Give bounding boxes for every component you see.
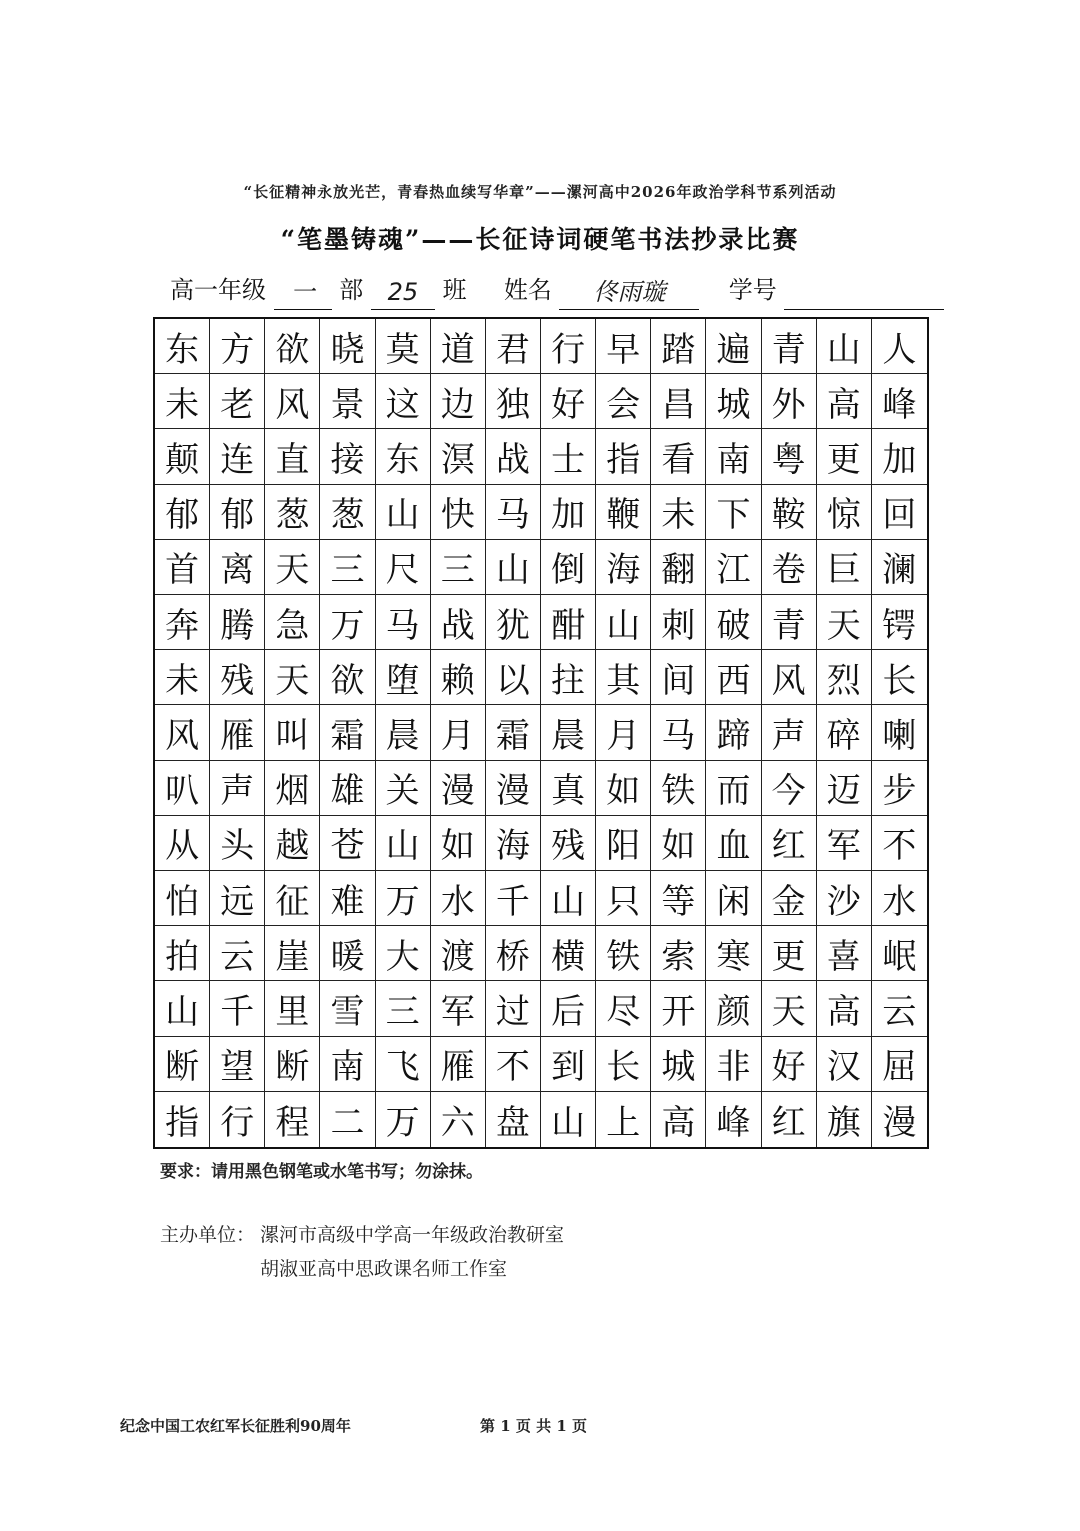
grid-cell: 破 [706, 595, 761, 650]
grid-cell: 漫 [431, 761, 486, 816]
grid-cell: 不 [486, 1037, 541, 1092]
grid-cell: 尺 [376, 540, 431, 595]
grid-cell: 晨 [541, 705, 596, 760]
class-label: 班 [442, 276, 467, 304]
grid-cell: 盘 [486, 1092, 541, 1147]
grid-cell: 远 [210, 871, 265, 926]
grid-cell: 只 [596, 871, 651, 926]
grid-cell: 指 [596, 429, 651, 484]
grid-cell: 郁 [210, 485, 265, 540]
grid-cell: 欲 [265, 319, 320, 374]
grid-cell: 直 [265, 429, 320, 484]
grid-cell: 越 [265, 816, 320, 871]
grid-cell: 漫 [486, 761, 541, 816]
grid-cell: 三 [320, 540, 375, 595]
grid-cell: 断 [265, 1037, 320, 1092]
grid-cell: 景 [320, 374, 375, 429]
grid-cell: 溟 [431, 429, 486, 484]
grid-cell: 峰 [706, 1092, 761, 1147]
grid-cell: 海 [486, 816, 541, 871]
grid-cell: 叭 [155, 761, 210, 816]
grid-cell: 高 [651, 1092, 706, 1147]
grid-cell: 海 [596, 540, 651, 595]
grid-cell: 霜 [486, 705, 541, 760]
grid-cell: 以 [486, 650, 541, 705]
grid-cell: 金 [762, 871, 817, 926]
grid-cell: 不 [872, 816, 927, 871]
grid-cell: 腾 [210, 595, 265, 650]
grid-cell: 卷 [762, 540, 817, 595]
grid-cell: 蹄 [706, 705, 761, 760]
grid-cell: 峰 [872, 374, 927, 429]
grid-cell: 今 [762, 761, 817, 816]
grid-cell: 高 [817, 374, 872, 429]
grid-cell: 万 [320, 595, 375, 650]
grid-cell: 城 [651, 1037, 706, 1092]
grid-cell: 晓 [320, 319, 375, 374]
grade-label: 高一年级 [170, 276, 266, 304]
grid-cell: 刺 [651, 595, 706, 650]
grid-cell: 好 [541, 374, 596, 429]
grid-cell: 南 [320, 1037, 375, 1092]
grid-cell: 真 [541, 761, 596, 816]
grid-cell: 闲 [706, 871, 761, 926]
grid-cell: 昌 [651, 374, 706, 429]
grid-cell: 怕 [155, 871, 210, 926]
grid-cell: 长 [872, 650, 927, 705]
grid-cell: 颠 [155, 429, 210, 484]
grid-cell: 尽 [596, 981, 651, 1036]
student-id-field[interactable] [784, 275, 944, 310]
grid-cell: 从 [155, 816, 210, 871]
grid-cell: 云 [872, 981, 927, 1036]
grid-cell: 索 [651, 926, 706, 981]
grid-cell: 非 [706, 1037, 761, 1092]
grid-cell: 铁 [651, 761, 706, 816]
grid-cell: 关 [376, 761, 431, 816]
student-info-line [170, 270, 910, 310]
grid-cell: 马 [486, 485, 541, 540]
grid-cell: 飞 [376, 1037, 431, 1092]
grid-cell: 雪 [320, 981, 375, 1036]
grid-cell: 马 [651, 705, 706, 760]
grid-cell: 喜 [817, 926, 872, 981]
division-field[interactable]: 一 [274, 275, 332, 310]
grid-cell: 独 [486, 374, 541, 429]
grid-cell: 晨 [376, 705, 431, 760]
grid-cell: 霜 [320, 705, 375, 760]
grid-cell: 天 [265, 650, 320, 705]
grid-cell: 君 [486, 319, 541, 374]
footer-page-number: 第 1 页 共 1 页 [480, 1417, 587, 1435]
grid-cell: 山 [817, 319, 872, 374]
grid-cell: 东 [155, 319, 210, 374]
grid-cell: 赖 [431, 650, 486, 705]
organizer-label: 主办单位： [160, 1224, 256, 1246]
grid-cell: 大 [376, 926, 431, 981]
grid-cell: 寒 [706, 926, 761, 981]
grid-cell: 崖 [265, 926, 320, 981]
grid-cell: 山 [155, 981, 210, 1036]
grid-cell: 到 [541, 1037, 596, 1092]
grid-cell: 欲 [320, 650, 375, 705]
id-label: 学号 [728, 276, 777, 304]
grid-cell: 后 [541, 981, 596, 1036]
grid-cell: 未 [155, 650, 210, 705]
grid-cell: 好 [762, 1037, 817, 1092]
grid-cell: 天 [265, 540, 320, 595]
grid-cell: 快 [431, 485, 486, 540]
grid-cell: 犹 [486, 595, 541, 650]
grid-cell: 更 [817, 429, 872, 484]
grid-cell: 叫 [265, 705, 320, 760]
grid-cell: 拍 [155, 926, 210, 981]
grid-cell: 开 [651, 981, 706, 1036]
grid-cell: 六 [431, 1092, 486, 1147]
grid-cell: 万 [376, 1092, 431, 1147]
grid-cell: 过 [486, 981, 541, 1036]
grid-cell: 里 [265, 981, 320, 1036]
grid-cell: 看 [651, 429, 706, 484]
grid-cell: 城 [706, 374, 761, 429]
calligraphy-grid [153, 317, 929, 1149]
footer-commemoration: 纪念中国工农红军长征胜利90周年 [120, 1417, 351, 1435]
grid-cell: 奔 [155, 595, 210, 650]
grid-cell: 水 [872, 871, 927, 926]
grid-cell: 红 [762, 1092, 817, 1147]
grid-cell: 二 [320, 1092, 375, 1147]
organizer-line-2: 胡淑亚高中思政课名师工作室 [260, 1258, 508, 1280]
grid-cell: 暖 [320, 926, 375, 981]
grid-cell: 碎 [817, 705, 872, 760]
grid-cell: 风 [155, 705, 210, 760]
grid-cell: 连 [210, 429, 265, 484]
grid-cell: 指 [155, 1092, 210, 1147]
grid-cell: 战 [486, 429, 541, 484]
grid-cell: 山 [376, 485, 431, 540]
grid-cell: 青 [762, 319, 817, 374]
grid-cell: 鞍 [762, 485, 817, 540]
grid-cell: 葱 [320, 485, 375, 540]
grid-cell: 莫 [376, 319, 431, 374]
grid-cell: 千 [210, 981, 265, 1036]
grid-cell: 惊 [817, 485, 872, 540]
grid-cell: 未 [651, 485, 706, 540]
grid-cell: 外 [762, 374, 817, 429]
grid-cell: 横 [541, 926, 596, 981]
grid-cell: 踏 [651, 319, 706, 374]
grid-cell: 马 [376, 595, 431, 650]
grid-cell: 月 [431, 705, 486, 760]
grid-cell: 旗 [817, 1092, 872, 1147]
grid-cell: 雁 [210, 705, 265, 760]
grid-cell: 步 [872, 761, 927, 816]
grid-cell: 这 [376, 374, 431, 429]
grid-cell: 三 [376, 981, 431, 1036]
grid-cell: 战 [431, 595, 486, 650]
grid-cell: 如 [651, 816, 706, 871]
grid-cell: 云 [210, 926, 265, 981]
grid-cell: 喇 [872, 705, 927, 760]
grid-cell: 行 [210, 1092, 265, 1147]
grid-cell: 道 [431, 319, 486, 374]
grid-cell: 澜 [872, 540, 927, 595]
grid-cell: 风 [762, 650, 817, 705]
grid-cell: 望 [210, 1037, 265, 1092]
grid-cell: 遍 [706, 319, 761, 374]
grid-cell: 酣 [541, 595, 596, 650]
grid-cell: 征 [265, 871, 320, 926]
grid-cell: 三 [431, 540, 486, 595]
grid-cell: 接 [320, 429, 375, 484]
grid-cell: 人 [872, 319, 927, 374]
grid-cell: 老 [210, 374, 265, 429]
grid-cell: 翻 [651, 540, 706, 595]
grid-cell: 其 [596, 650, 651, 705]
grid-cell: 断 [155, 1037, 210, 1092]
grid-cell: 风 [265, 374, 320, 429]
grid-cell: 天 [762, 981, 817, 1036]
event-subtitle: “长征精神永放光芒，青春热血续写华章”——漯河高中2026年政治学科节系列活动 [243, 183, 837, 201]
grid-cell: 方 [210, 319, 265, 374]
grid-cell: 程 [265, 1092, 320, 1147]
grid-cell: 回 [872, 485, 927, 540]
grid-cell: 倒 [541, 540, 596, 595]
grid-cell: 如 [596, 761, 651, 816]
grid-cell: 山 [376, 816, 431, 871]
grid-cell: 行 [541, 319, 596, 374]
grid-cell: 边 [431, 374, 486, 429]
grid-cell: 粤 [762, 429, 817, 484]
grid-cell: 拄 [541, 650, 596, 705]
grid-cell: 间 [651, 650, 706, 705]
grid-cell: 离 [210, 540, 265, 595]
grid-cell: 桥 [486, 926, 541, 981]
grid-cell: 山 [541, 1092, 596, 1147]
grid-cell: 更 [762, 926, 817, 981]
grid-cell: 如 [431, 816, 486, 871]
grid-cell: 千 [486, 871, 541, 926]
grid-cell: 下 [706, 485, 761, 540]
grid-cell: 山 [486, 540, 541, 595]
grid-cell: 鞭 [596, 485, 651, 540]
grid-cell: 首 [155, 540, 210, 595]
grid-cell: 上 [596, 1092, 651, 1147]
grid-cell: 急 [265, 595, 320, 650]
grid-cell: 长 [596, 1037, 651, 1092]
grid-cell: 葱 [265, 485, 320, 540]
grid-cell: 声 [210, 761, 265, 816]
grid-cell: 万 [376, 871, 431, 926]
requirement-note: 要求：请用黑色钢笔或水笔书写；勿涂抹。 [160, 1162, 483, 1182]
grid-cell: 迈 [817, 761, 872, 816]
division-label: 部 [339, 276, 364, 304]
grid-cell: 渡 [431, 926, 486, 981]
organizer-line-1: 漯河市高级中学高一年级政治教研室 [260, 1224, 565, 1246]
grid-cell: 早 [596, 319, 651, 374]
grid-cell: 烟 [265, 761, 320, 816]
grid-cell: 铁 [596, 926, 651, 981]
grid-cell: 郁 [155, 485, 210, 540]
grid-cell: 而 [706, 761, 761, 816]
grid-cell: 会 [596, 374, 651, 429]
grid-cell: 等 [651, 871, 706, 926]
page-title: “笔墨铸魂”——长征诗词硬笔书法抄录比赛 [280, 225, 800, 254]
grid-cell: 雁 [431, 1037, 486, 1092]
grid-cell: 颜 [706, 981, 761, 1036]
grid-cell: 苍 [320, 816, 375, 871]
grid-cell: 红 [762, 816, 817, 871]
grid-cell: 声 [762, 705, 817, 760]
grid-cell: 锷 [872, 595, 927, 650]
grid-cell: 汉 [817, 1037, 872, 1092]
grid-cell: 南 [706, 429, 761, 484]
grid-cell: 水 [431, 871, 486, 926]
class-field[interactable]: 25 [371, 275, 435, 310]
organizer-block [160, 1218, 564, 1286]
grid-cell: 加 [541, 485, 596, 540]
name-label: 姓名 [503, 276, 552, 304]
grid-cell: 加 [872, 429, 927, 484]
grid-cell: 烈 [817, 650, 872, 705]
grid-cell: 岷 [872, 926, 927, 981]
grid-cell: 沙 [817, 871, 872, 926]
grid-cell: 东 [376, 429, 431, 484]
grid-cell: 山 [596, 595, 651, 650]
grid-cell: 雄 [320, 761, 375, 816]
grid-cell: 未 [155, 374, 210, 429]
grid-cell: 头 [210, 816, 265, 871]
grid-cell: 军 [431, 981, 486, 1036]
grid-cell: 残 [210, 650, 265, 705]
grid-cell: 血 [706, 816, 761, 871]
grid-cell: 屈 [872, 1037, 927, 1092]
grid-cell: 山 [541, 871, 596, 926]
grid-cell: 残 [541, 816, 596, 871]
grid-cell: 士 [541, 429, 596, 484]
grid-cell: 巨 [817, 540, 872, 595]
grid-cell: 高 [817, 981, 872, 1036]
grid-cell: 月 [596, 705, 651, 760]
grid-cell: 江 [706, 540, 761, 595]
grid-cell: 西 [706, 650, 761, 705]
grid-cell: 漫 [882, 1102, 917, 1143]
grid-cell: 青 [762, 595, 817, 650]
grid-cell: 天 [817, 595, 872, 650]
grid-cell: 军 [817, 816, 872, 871]
grid-cell: 堕 [376, 650, 431, 705]
name-field[interactable]: 佟雨璇 [559, 275, 699, 310]
grid-cell: 难 [320, 871, 375, 926]
grid-cell: 阳 [596, 816, 651, 871]
